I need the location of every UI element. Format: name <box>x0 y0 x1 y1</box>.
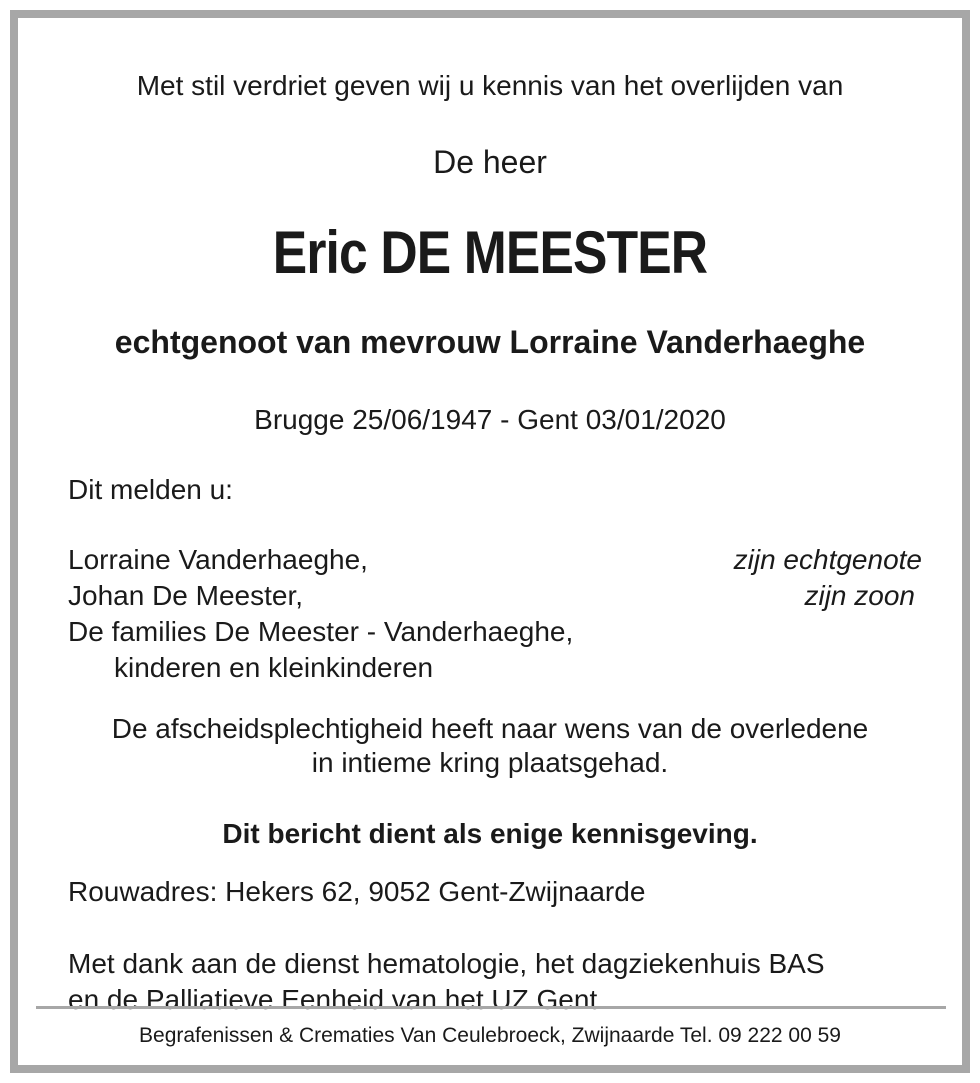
ceremony-line: De afscheidsplechtigheid heeft naar wens van de overledene <box>111 713 869 744</box>
family-name: De families De Meester - Vanderhaeghe, <box>68 616 574 647</box>
sole-notice: Dit bericht dient als enige kennisgeving. <box>222 818 758 849</box>
deceased-name: Eric DE MEESTER <box>272 219 708 286</box>
salutation: De heer <box>433 144 547 180</box>
intro-text: Met stil verdriet geven wij u kennis van het overlijden van <box>136 70 844 101</box>
announced-by: Dit melden u: <box>68 474 233 505</box>
thanks-line: en de Palliatieve Eenheid van het UZ Gent. <box>68 984 606 1015</box>
family-relation: zijn echtgenote <box>733 544 922 575</box>
mourning-address: Rouwadres: Hekers 62, 9052 Gent-Zwijnaarde <box>68 876 646 907</box>
ceremony-text <box>18 712 962 780</box>
family-name: Lorraine Vanderhaeghe, <box>68 544 368 575</box>
ceremony-line: in intieme kring plaatsgehad. <box>311 747 669 778</box>
family-name: Johan De Meester, <box>68 580 304 611</box>
family-relation: zijn zoon <box>804 580 915 611</box>
family-name: kinderen en kleinkinderen <box>114 652 434 683</box>
life-dates: Brugge 25/06/1947 - Gent 03/01/2020 <box>254 404 726 435</box>
thanks-line: Met dank aan de dienst hematologie, het dagziekenhuis BAS <box>68 948 825 979</box>
footer-divider <box>36 1006 946 1009</box>
funeral-home-footer: Begrafenissen & Crematies Van Ceulebroeck, Zwijnaarde Tel. 09 222 00 59 <box>139 1024 841 1047</box>
obituary-frame <box>10 10 970 1073</box>
spouse-line: echtgenoot van mevrouw Lorraine Vanderhaeghe <box>114 324 866 360</box>
